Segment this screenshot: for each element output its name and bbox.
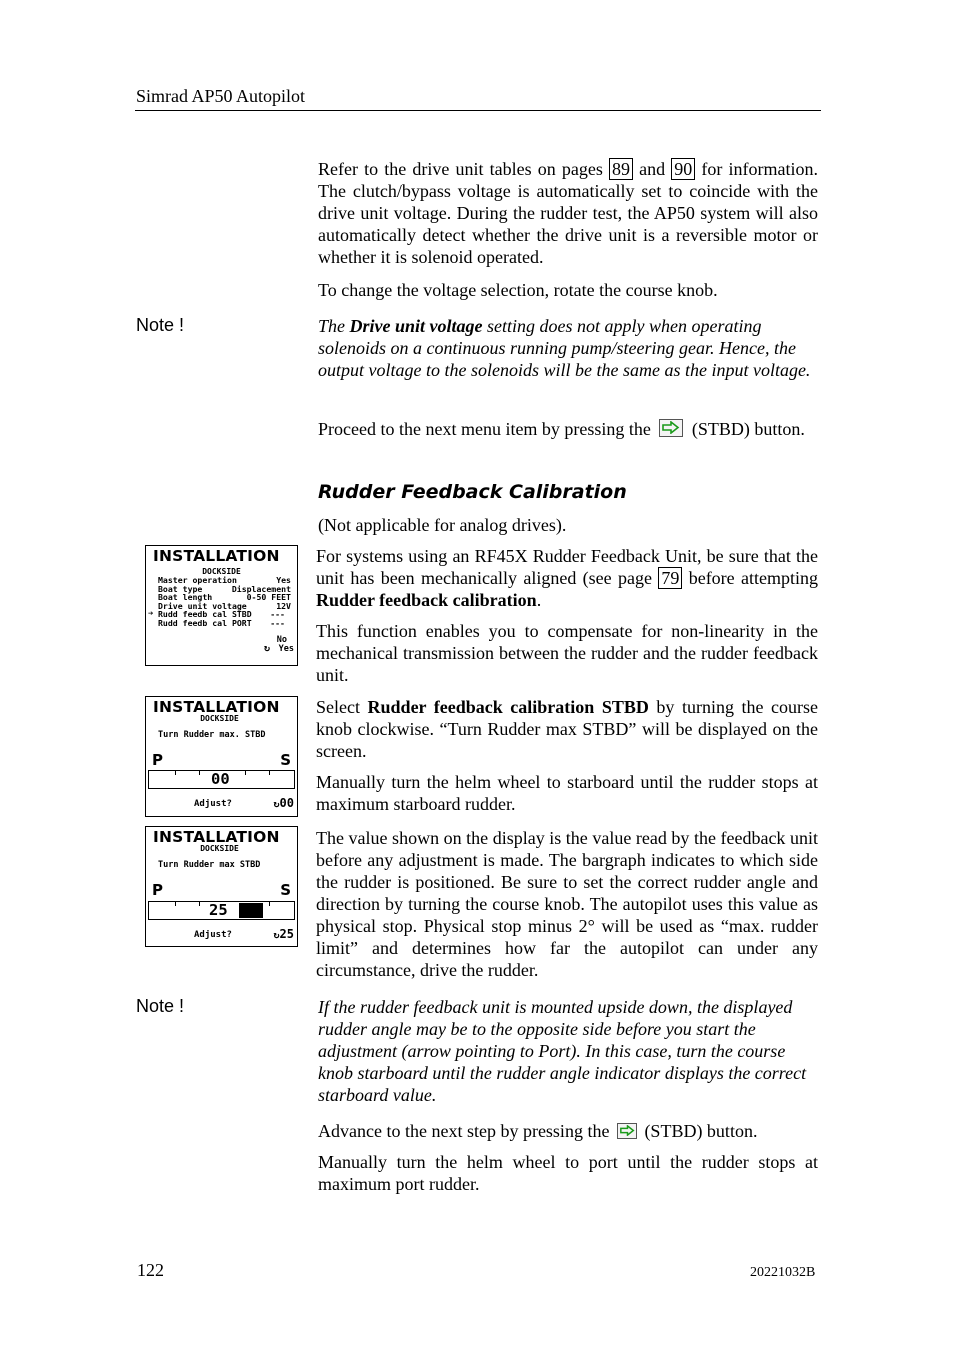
page-number: 122 bbox=[137, 1260, 164, 1280]
bar-tick bbox=[175, 771, 176, 775]
lcd-prompt: Turn Rudder max STBD bbox=[158, 860, 261, 870]
lcd-subtitle: DOCKSIDE bbox=[200, 844, 239, 853]
paragraph-rf45x bbox=[316, 545, 818, 611]
row-label: Master operation bbox=[158, 575, 237, 585]
option-no: No bbox=[276, 635, 287, 645]
note-label: Note ! bbox=[136, 996, 185, 1016]
text-segment: Proceed to the next menu item by pressing the bbox=[318, 419, 651, 439]
text-segment: Advance to the next step by pressing the bbox=[318, 1121, 610, 1141]
paragraph-helm-starboard: Manually turn the helm wheel to starboard until the rudder stops at maximum starboard rudder. bbox=[316, 772, 818, 814]
lcd-subtitle: DOCKSIDE bbox=[202, 567, 241, 576]
knob-rotate-icon: ↻ bbox=[263, 643, 270, 654]
text-segment: Refer to the drive unit tables on pages bbox=[318, 159, 603, 179]
text-segment: For systems using an RF45X Rudder Feedback Unit, be sure that the unit has been mechanically aligned (see page bbox=[316, 546, 818, 588]
bold-term: Drive unit voltage bbox=[349, 316, 483, 336]
lcd-title: INSTALLATION bbox=[153, 547, 280, 565]
rudder-bargraph bbox=[148, 901, 295, 920]
lcd-title: INSTALLATION bbox=[153, 828, 280, 846]
document-number: 20221032B bbox=[750, 1265, 816, 1280]
paragraph-value-shown: The value shown on the display is the value read by the feedback unit before any adjustment is made. The bargraph indicates to which side the rudder is positioned. Be sure to set the correct rudder angle and direction by turning the course knob. The autopilot uses this value as physical stop. Physical stop minus 2° will be used as “max. rudder limit” and determines how far the autopilot can under any circumstance, drive the rudder. bbox=[316, 828, 818, 980]
row-value: --- bbox=[270, 609, 285, 620]
bar-tick bbox=[269, 771, 270, 775]
bar-tick bbox=[269, 902, 270, 906]
row-label: Boat type bbox=[158, 583, 203, 594]
bar-tick bbox=[175, 902, 176, 906]
knob-rotate-icon: ↻ bbox=[273, 799, 280, 810]
paragraph-proceed bbox=[318, 418, 818, 440]
paragraph-drive-unit-tables bbox=[318, 158, 818, 268]
lcd-title: INSTALLATION bbox=[153, 698, 280, 716]
page-ref-link[interactable]: 90 bbox=[671, 158, 695, 180]
page-ref-link[interactable]: 89 bbox=[609, 158, 633, 180]
bar-tick bbox=[199, 771, 200, 775]
row-label: Boat length bbox=[158, 592, 213, 603]
paragraph-not-applicable: (Not applicable for analog drives). bbox=[318, 515, 567, 535]
adjust-value bbox=[274, 796, 294, 810]
adjust-label: Adjust? bbox=[194, 930, 232, 940]
stbd-indicator: S bbox=[280, 881, 291, 899]
paragraph-change-voltage: To change the voltage selection, rotate the course knob. bbox=[318, 280, 718, 300]
adjust-value bbox=[274, 927, 294, 941]
bold-term: Rudder feedback calibration bbox=[316, 590, 537, 610]
paragraph-helm-port: Manually turn the helm wheel to port until the rudder stops at maximum port rudder. bbox=[318, 1152, 818, 1194]
bar-fill bbox=[239, 903, 263, 918]
text-segment: for information. The clutch/bypass voltage is automatically set to coincide with the drive unit voltage. During the rudder test, the AP50 system will also automatically detect whether the drive unit is a reversible motor or whether it is solenoid operated. bbox=[318, 159, 819, 267]
text-segment: . bbox=[536, 590, 542, 610]
text-segment: and bbox=[639, 159, 666, 179]
running-header: Simrad AP50 Autopilot bbox=[136, 86, 306, 106]
lcd-menu-row bbox=[158, 619, 285, 628]
row-value: 12V bbox=[276, 600, 291, 611]
row-label: Rudd feedb cal STBD bbox=[158, 609, 252, 620]
bold-term: Rudder feedback calibration STBD bbox=[367, 697, 649, 717]
row-value: Displacement bbox=[231, 583, 291, 594]
paragraph-compensate: This function enables you to compensate for non-linearity in the mechanical transmission between the rudder and the rudder feedback unit. bbox=[316, 621, 818, 685]
right-arrow-icon bbox=[659, 419, 683, 437]
bar-value: 00 bbox=[211, 770, 230, 788]
paragraph-advance bbox=[318, 1120, 818, 1142]
row-value: Yes bbox=[276, 575, 291, 585]
adjust-label: Adjust? bbox=[194, 799, 232, 809]
right-arrow-icon bbox=[617, 1123, 637, 1139]
lcd-subtitle: DOCKSIDE bbox=[200, 714, 239, 723]
bar-value: 25 bbox=[209, 901, 228, 919]
port-indicator: P bbox=[152, 881, 163, 899]
stbd-indicator: S bbox=[280, 751, 291, 769]
rudder-bargraph bbox=[148, 770, 295, 789]
lcd-screen-turn-rudder-00 bbox=[145, 696, 298, 817]
row-label: Rudd feedb cal PORT bbox=[158, 618, 252, 628]
text-segment: The bbox=[318, 316, 345, 336]
adjust-number: 25 bbox=[279, 927, 294, 941]
section-heading: Rudder Feedback Calibration bbox=[318, 481, 627, 503]
knob-rotate-icon: ↻ bbox=[273, 930, 280, 941]
text-segment: (STBD) button. bbox=[691, 419, 805, 439]
paragraph-select-stbd bbox=[316, 696, 818, 762]
bar-tick bbox=[245, 771, 246, 775]
text-segment: Select bbox=[316, 697, 360, 717]
bar-tick bbox=[199, 902, 200, 906]
text-segment: setting does not apply when operating solenoids on a continuous running pump/steering gear. Hence, the output voltage to the solenoids will be the same as the input voltage. bbox=[318, 316, 811, 380]
header-rule bbox=[135, 110, 821, 111]
note-upside-down: If the rudder feedback unit is mounted upside down, the displayed rudder angle may be to the opposite side before you start the adjustment (arrow pointing to Port). In this case, turn the course knob starboard until the rudder angle indicator displays the correct starboard value. bbox=[318, 997, 807, 1105]
lcd-screen-turn-rudder-25 bbox=[145, 826, 298, 947]
note-label: Note ! bbox=[136, 315, 185, 335]
adjust-number: 00 bbox=[279, 796, 294, 810]
note-drive-unit-voltage bbox=[318, 315, 818, 381]
port-indicator: P bbox=[152, 751, 163, 769]
row-label: Drive unit voltage bbox=[158, 600, 247, 611]
selection-arrow-icon: ➔ bbox=[148, 609, 154, 619]
option-yes: Yes bbox=[278, 644, 294, 654]
row-value: --- bbox=[270, 618, 285, 628]
text-segment: before attempting bbox=[688, 568, 819, 588]
text-segment: (STBD) button. bbox=[644, 1121, 758, 1141]
row-value: 0-50 FEET bbox=[246, 592, 291, 603]
lcd-prompt: Turn Rudder max. STBD bbox=[158, 730, 266, 740]
text-segment: by turning the course knob clockwise. “Turn Rudder max STBD” will be displayed on the screen. bbox=[316, 697, 818, 761]
page-ref-link[interactable]: 79 bbox=[658, 567, 682, 589]
lcd-screen-installation-menu bbox=[145, 545, 298, 666]
